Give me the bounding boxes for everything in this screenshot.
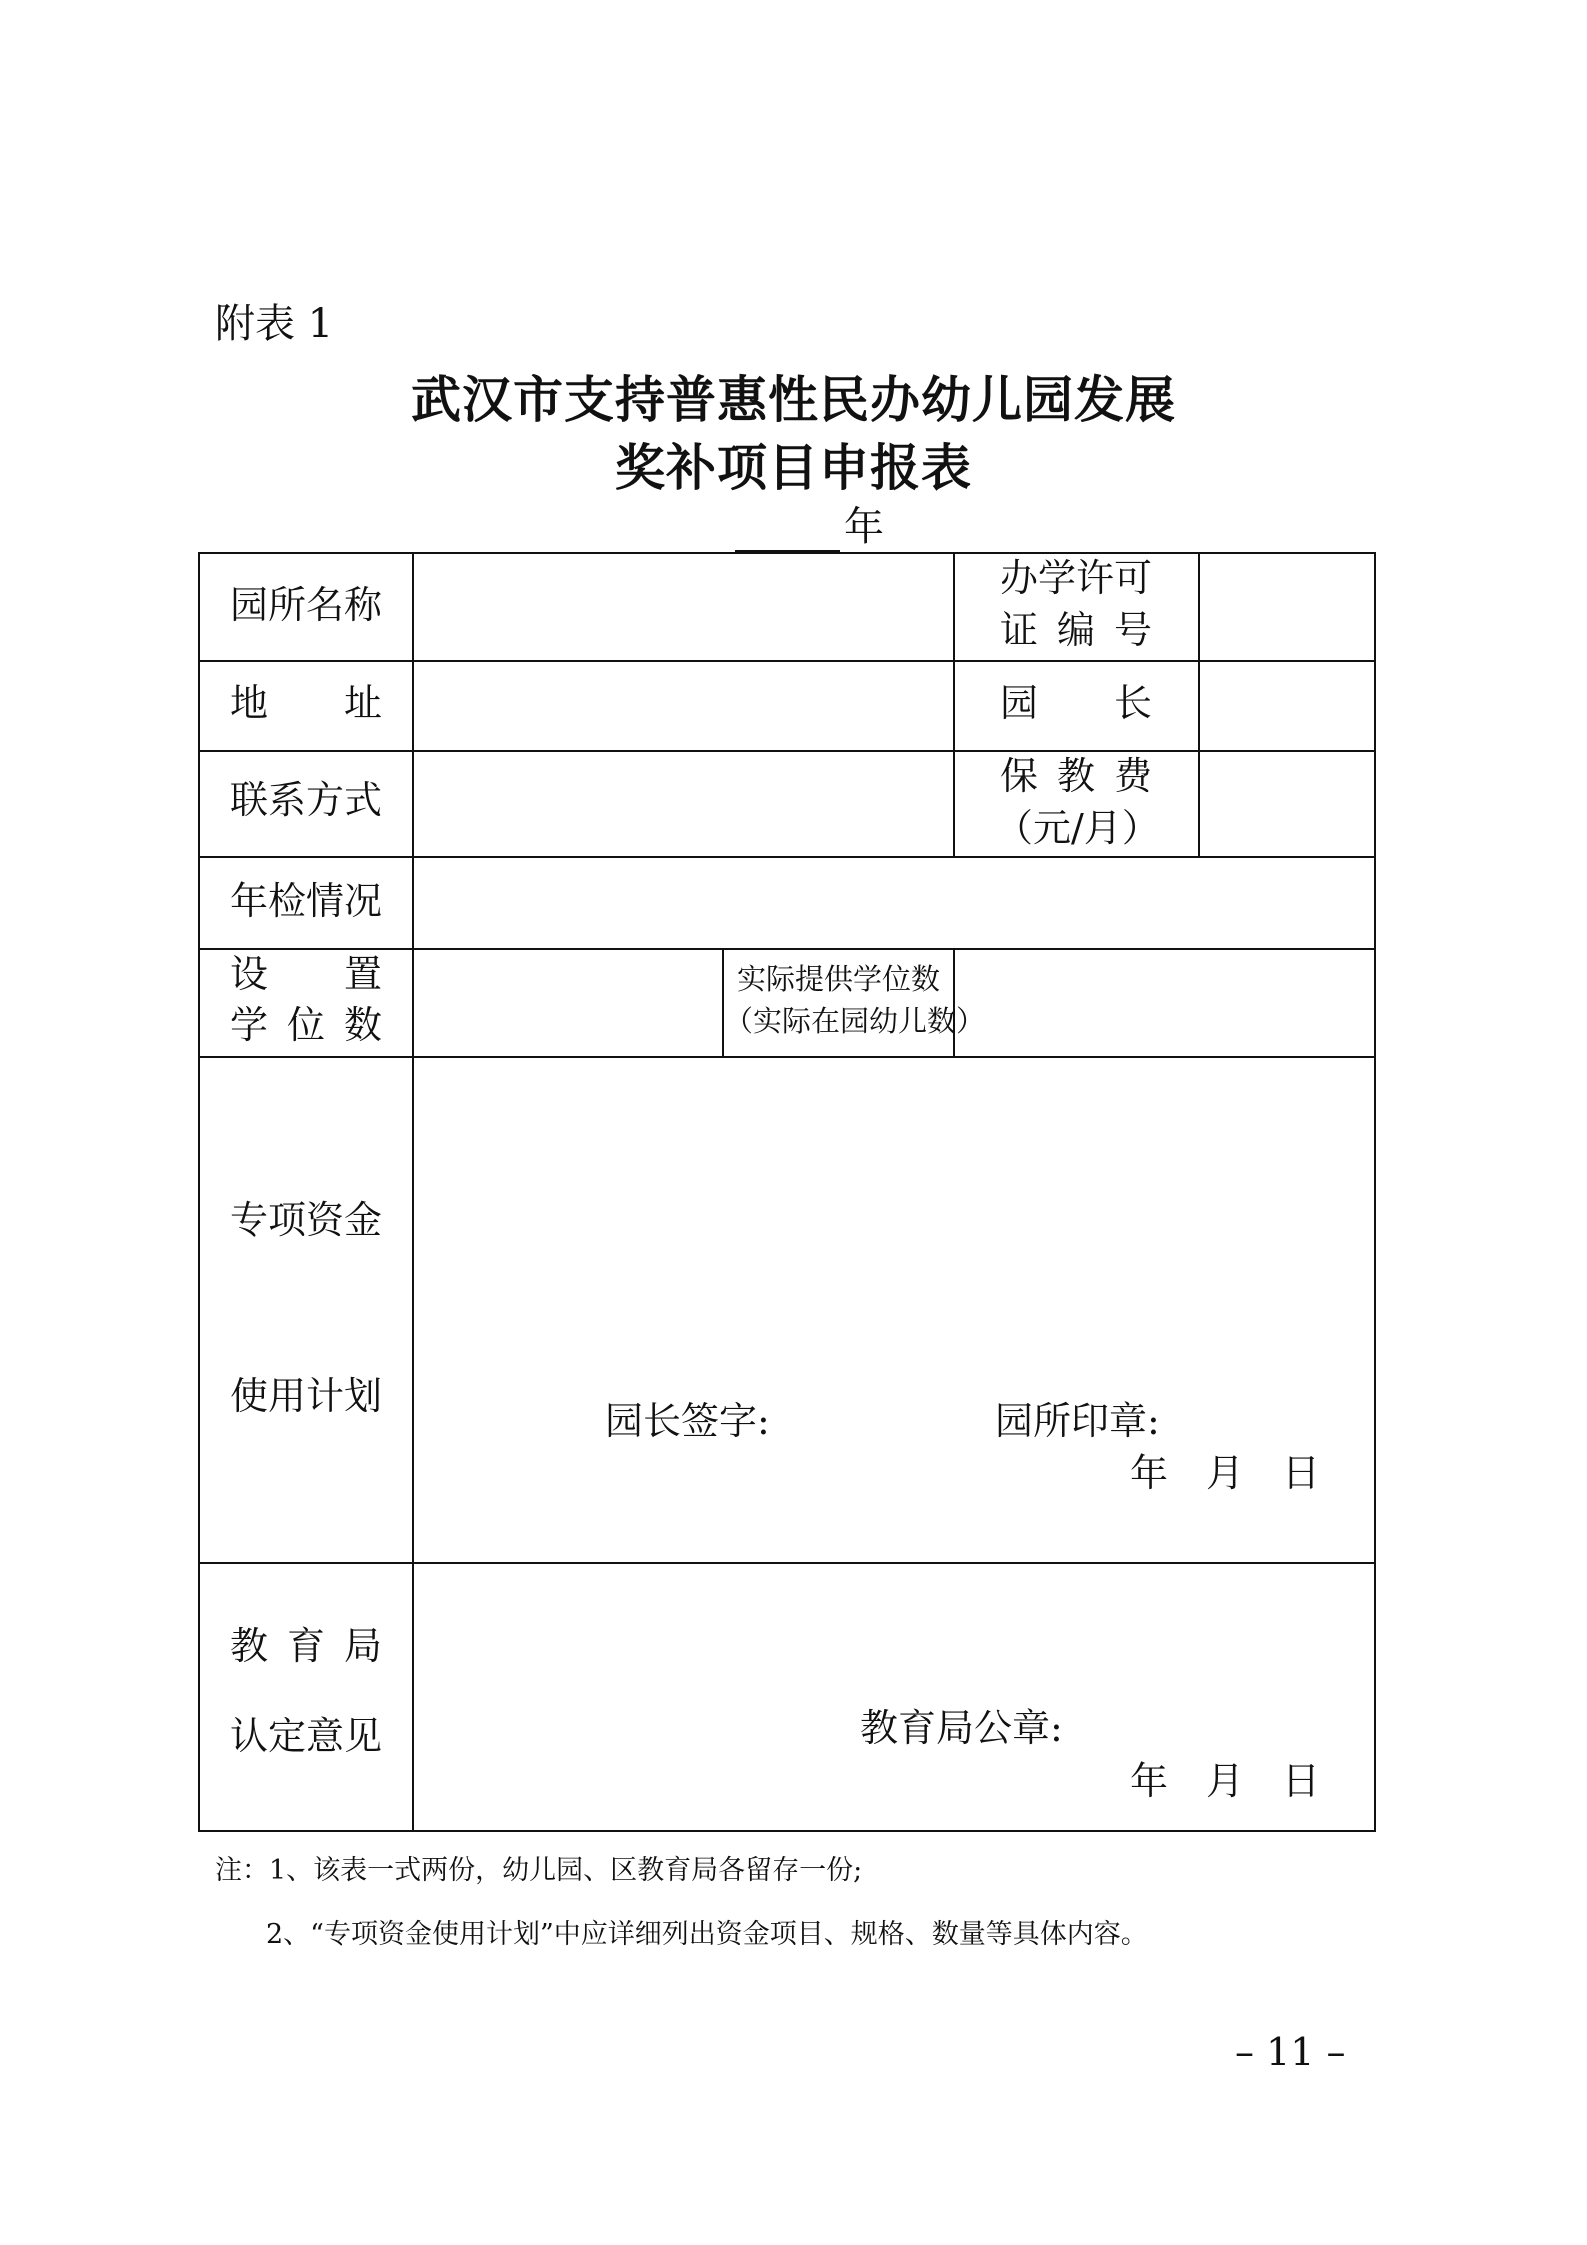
- contact-cell[interactable]: [414, 752, 953, 856]
- address-char: 址: [343, 681, 382, 725]
- actual-seats-label-2: （实际在园幼儿数）: [724, 1004, 986, 1039]
- year-blank[interactable]: [735, 506, 840, 552]
- fund-plan-date: [1130, 1449, 1320, 1498]
- fee-label-2: （元/月）: [995, 806, 1160, 850]
- date-month: 月: [1205, 1759, 1244, 1803]
- license-no-label-1: 办学许可: [1000, 556, 1153, 600]
- principal-char: 长: [1113, 681, 1152, 725]
- license-no-label-2: [1000, 606, 1152, 655]
- year-line: [735, 495, 884, 552]
- contact-label: 联系方式: [230, 778, 383, 822]
- page-title-line1: 武汉市支持普惠性民办幼儿园发展: [411, 371, 1176, 429]
- bureau-opinion-label-2: 认定意见: [230, 1714, 383, 1758]
- set-seats-char: 设: [230, 952, 269, 996]
- actual-seats-cell[interactable]: [955, 950, 1374, 1056]
- address-cell[interactable]: [414, 662, 953, 750]
- date-month: 月: [1205, 1451, 1244, 1495]
- license-no-char: 号: [1113, 608, 1152, 652]
- bureau-char: 局: [343, 1624, 382, 1668]
- fee-cell[interactable]: [1200, 752, 1374, 856]
- actual-seats-label: [724, 958, 986, 1042]
- bureau-char: 教: [230, 1624, 269, 1668]
- bureau-opinion-label-1: [230, 1622, 382, 1671]
- principal-char: 园: [1000, 681, 1039, 725]
- bureau-date: [1130, 1757, 1320, 1806]
- license-no-char: 编: [1056, 608, 1095, 652]
- fee-char: 费: [1113, 754, 1152, 798]
- kindergarten-name-label: 园所名称: [230, 583, 383, 627]
- date-day: 日: [1281, 1451, 1320, 1495]
- note-1: 注：1、该表一式两份，幼儿园、区教育局各留存一份;: [215, 1855, 863, 1886]
- annual-inspection-label: 年检情况: [230, 879, 383, 923]
- set-seats-char: 学: [230, 1003, 269, 1047]
- date-year: 年: [1130, 1451, 1169, 1495]
- page-number: – 11 –: [1235, 2030, 1346, 2074]
- bureau-seal-label: 教育局公章:: [860, 1706, 1063, 1750]
- annex-label: 附表 1: [215, 301, 334, 347]
- set-seats-char: 位: [286, 1003, 325, 1047]
- set-seats-cell[interactable]: [414, 950, 722, 1056]
- note-2: 2、“专项资金使用计划”中应详细列出资金项目、规格、数量等具体内容。: [266, 1919, 1148, 1950]
- year-suffix: 年: [844, 504, 884, 550]
- principal-label: [1000, 679, 1152, 728]
- address-label: [230, 679, 382, 728]
- fund-plan-label-1: 专项资金: [230, 1198, 383, 1242]
- fund-plan-label-2: 使用计划: [230, 1374, 383, 1418]
- fee-char: 保: [1000, 754, 1039, 798]
- page-title-line2: 奖补项目申报表: [615, 439, 972, 497]
- kindergarten-seal-label: 园所印章:: [995, 1399, 1160, 1443]
- license-no-char: 证: [1000, 608, 1039, 652]
- address-char: 地: [230, 681, 269, 725]
- bureau-char: 育: [286, 1624, 325, 1668]
- actual-seats-label-1: 实际提供学位数: [736, 962, 940, 996]
- kindergarten-name-cell[interactable]: [414, 554, 953, 660]
- annual-inspection-cell[interactable]: [414, 858, 1374, 948]
- date-day: 日: [1281, 1759, 1320, 1803]
- fee-char: 教: [1056, 754, 1095, 798]
- date-year: 年: [1130, 1759, 1169, 1803]
- fee-label-1: [1000, 752, 1152, 801]
- license-no-cell[interactable]: [1200, 554, 1374, 660]
- principal-signature-label: 园长签字:: [605, 1399, 770, 1443]
- set-seats-char: 置: [343, 952, 382, 996]
- application-form-table: [198, 552, 1376, 1832]
- principal-cell[interactable]: [1200, 662, 1374, 750]
- set-seats-label-2: [230, 1001, 382, 1050]
- set-seats-label-1: [230, 950, 382, 999]
- set-seats-char: 数: [343, 1003, 382, 1047]
